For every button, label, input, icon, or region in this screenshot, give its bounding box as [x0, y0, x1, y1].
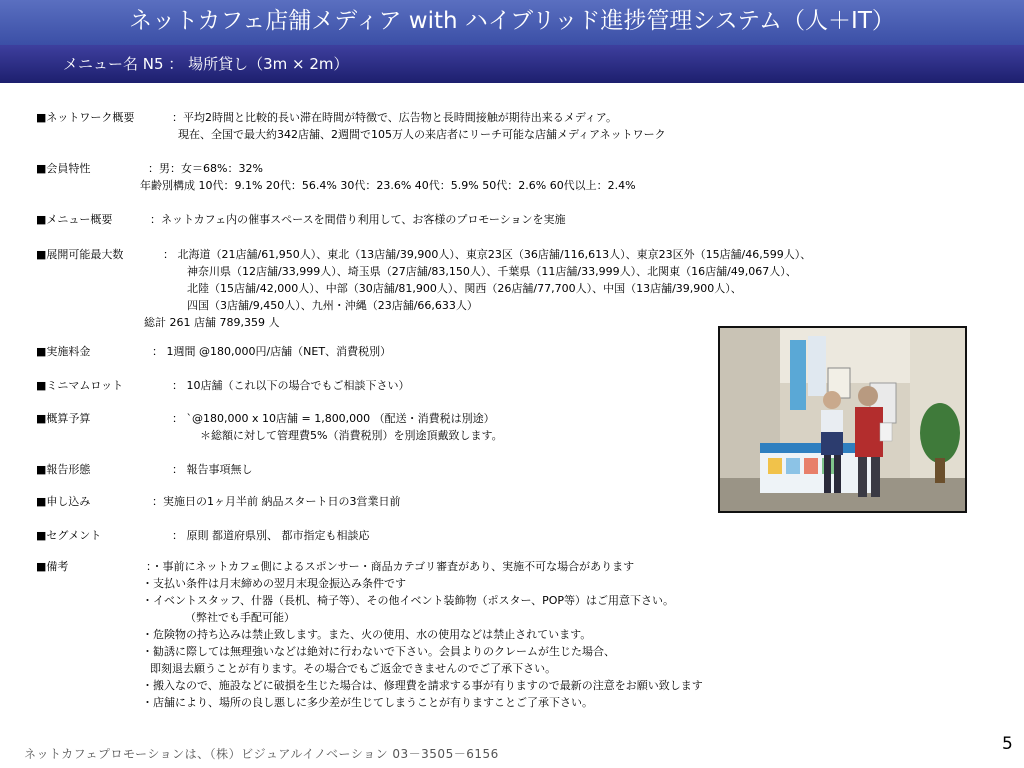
price-label: ■実施料金 — [36, 345, 91, 358]
notes-line: ：・事前にネットカフェ側によるスポンサー・商品カテゴリ審査があり、実施不可な場合があります — [146, 560, 635, 573]
budget-line2: ＊総額に対して管理費5%（消費税別）を別途頂戴致します。 — [200, 429, 503, 442]
deploy-total: 総計 261 店舗 789,359 人 — [144, 316, 280, 329]
notes-line: ・支払い条件は月末締めの翌月末現金振込み条件です — [142, 577, 406, 590]
network-line2: 現在、全国で最大約342店舗、2週間で105万人の来店者にリーチ可能な店舗メディアネットワーク — [178, 128, 666, 141]
budget-label: ■概算予算 — [36, 412, 91, 425]
page-number: 5 — [1002, 734, 1013, 754]
price-text: ： 1週間 @180,000円/店舗（NET、消費税別） — [152, 345, 392, 358]
notes-line: ・勧誘に際しては無理強いなどは絶対に行わないで下さい。会員よりのクレームが生じた場合、 — [142, 645, 615, 658]
deploy-line1: ： 北海道（21店舗/61,950人）、東北（13店舗/39,900人）、東京23区（36店舗/116,613人）、東京23区外（15店舗/46,599人）、 — [163, 248, 812, 261]
overview-label: ■メニュー概要 — [36, 213, 113, 226]
apply-label: ■申し込み — [36, 495, 91, 508]
event-booth-photo — [718, 326, 967, 513]
minlot-label: ■ミニマムロット — [36, 379, 124, 392]
segment-label: ■セグメント — [36, 529, 102, 542]
deploy-line2: 神奈川県（12店舗/33,999人）、埼玉県（27店舗/83,150人）、千葉県（11店舗/33,999人）、北関東（16店舗/49,067人）、 — [187, 265, 797, 278]
footer-contact: ネットカフェプロモーションは、（株）ビジュアルイノベーション 03－3505－6156 — [24, 747, 499, 761]
report-text: ： 報告事項無し — [172, 463, 253, 476]
notes-line: ・イベントスタッフ、什器（長机、椅子等）、その他イベント装飾物（ポスター、POP等）はご用意下さい。 — [142, 594, 674, 607]
minlot-text: ： 10店舗（これ以下の場合でもご相談下さい） — [172, 379, 410, 392]
report-label: ■報告形態 — [36, 463, 91, 476]
overview-text: ：ネットカフェ内の催事スペースを間借り利用して、お客様のプロモーションを実施 — [150, 213, 566, 226]
member-label: ■会員特性 — [36, 162, 91, 175]
menu-name: メニュー名 N5 ： 場所貸し（3m × 2m） — [63, 55, 349, 73]
notes-line: ・危険物の持ち込みは禁止致します。また、火の使用、水の使用などは禁止されています。 — [142, 628, 592, 641]
notes-line: ・搬入なので、施設などに破損を生じた場合は、修理費を請求する事が有りますので最新の注意をお願い致します — [142, 679, 703, 692]
notes-line: （弊社でも手配可能） — [185, 611, 295, 624]
deploy-line3: 北陸（15店舗/42,000人）、中部（30店舗/81,900人）、関西（26店舗/77,700人）、中国（13店舗/39,900人）、 — [187, 282, 742, 295]
network-line1: ：平均2時間と比較的長い滞在時間が特徴で、広告物と長時間接触が期待出来るメディア。 — [172, 111, 618, 124]
budget-line1: ： `@180,000 x 10店舗 = 1,800,000 （配送・消費税は別途） — [172, 412, 495, 425]
notes-line: 即刻退去願うことが有ります。その場合でもご返金できませんのでご了承下さい。 — [150, 662, 557, 675]
deploy-line4: 四国（3店舗/9,450人）、九州・沖縄（23店舗/66,633人） — [187, 299, 478, 312]
segment-text: ： 原則 都道府県別、 都市指定も相談応 — [172, 529, 370, 542]
network-label: ■ネットワーク概要 — [36, 111, 135, 124]
notes-line: ・店舗により、場所の良し悪しに多少差が生じてしまうことが有りますことご了承下さい。 — [142, 696, 593, 709]
member-line1: ：男：女＝68%：32% — [148, 162, 263, 175]
member-line2: 年齢別構成 10代：9.1% 20代：56.4% 30代：23.6% 40代：5.9% 50代：2.6% 60代以上：2.4% — [140, 179, 636, 192]
deploy-label: ■展開可能最大数 — [36, 248, 124, 261]
notes-label: ■備考 — [36, 560, 69, 573]
page-title: ネットカフェ店舗メディア with ハイブリッド進捗管理システム（人＋IT） — [129, 8, 895, 34]
apply-text: ：実施日の1ヶ月半前 納品スタート日の3営業日前 — [152, 495, 401, 508]
